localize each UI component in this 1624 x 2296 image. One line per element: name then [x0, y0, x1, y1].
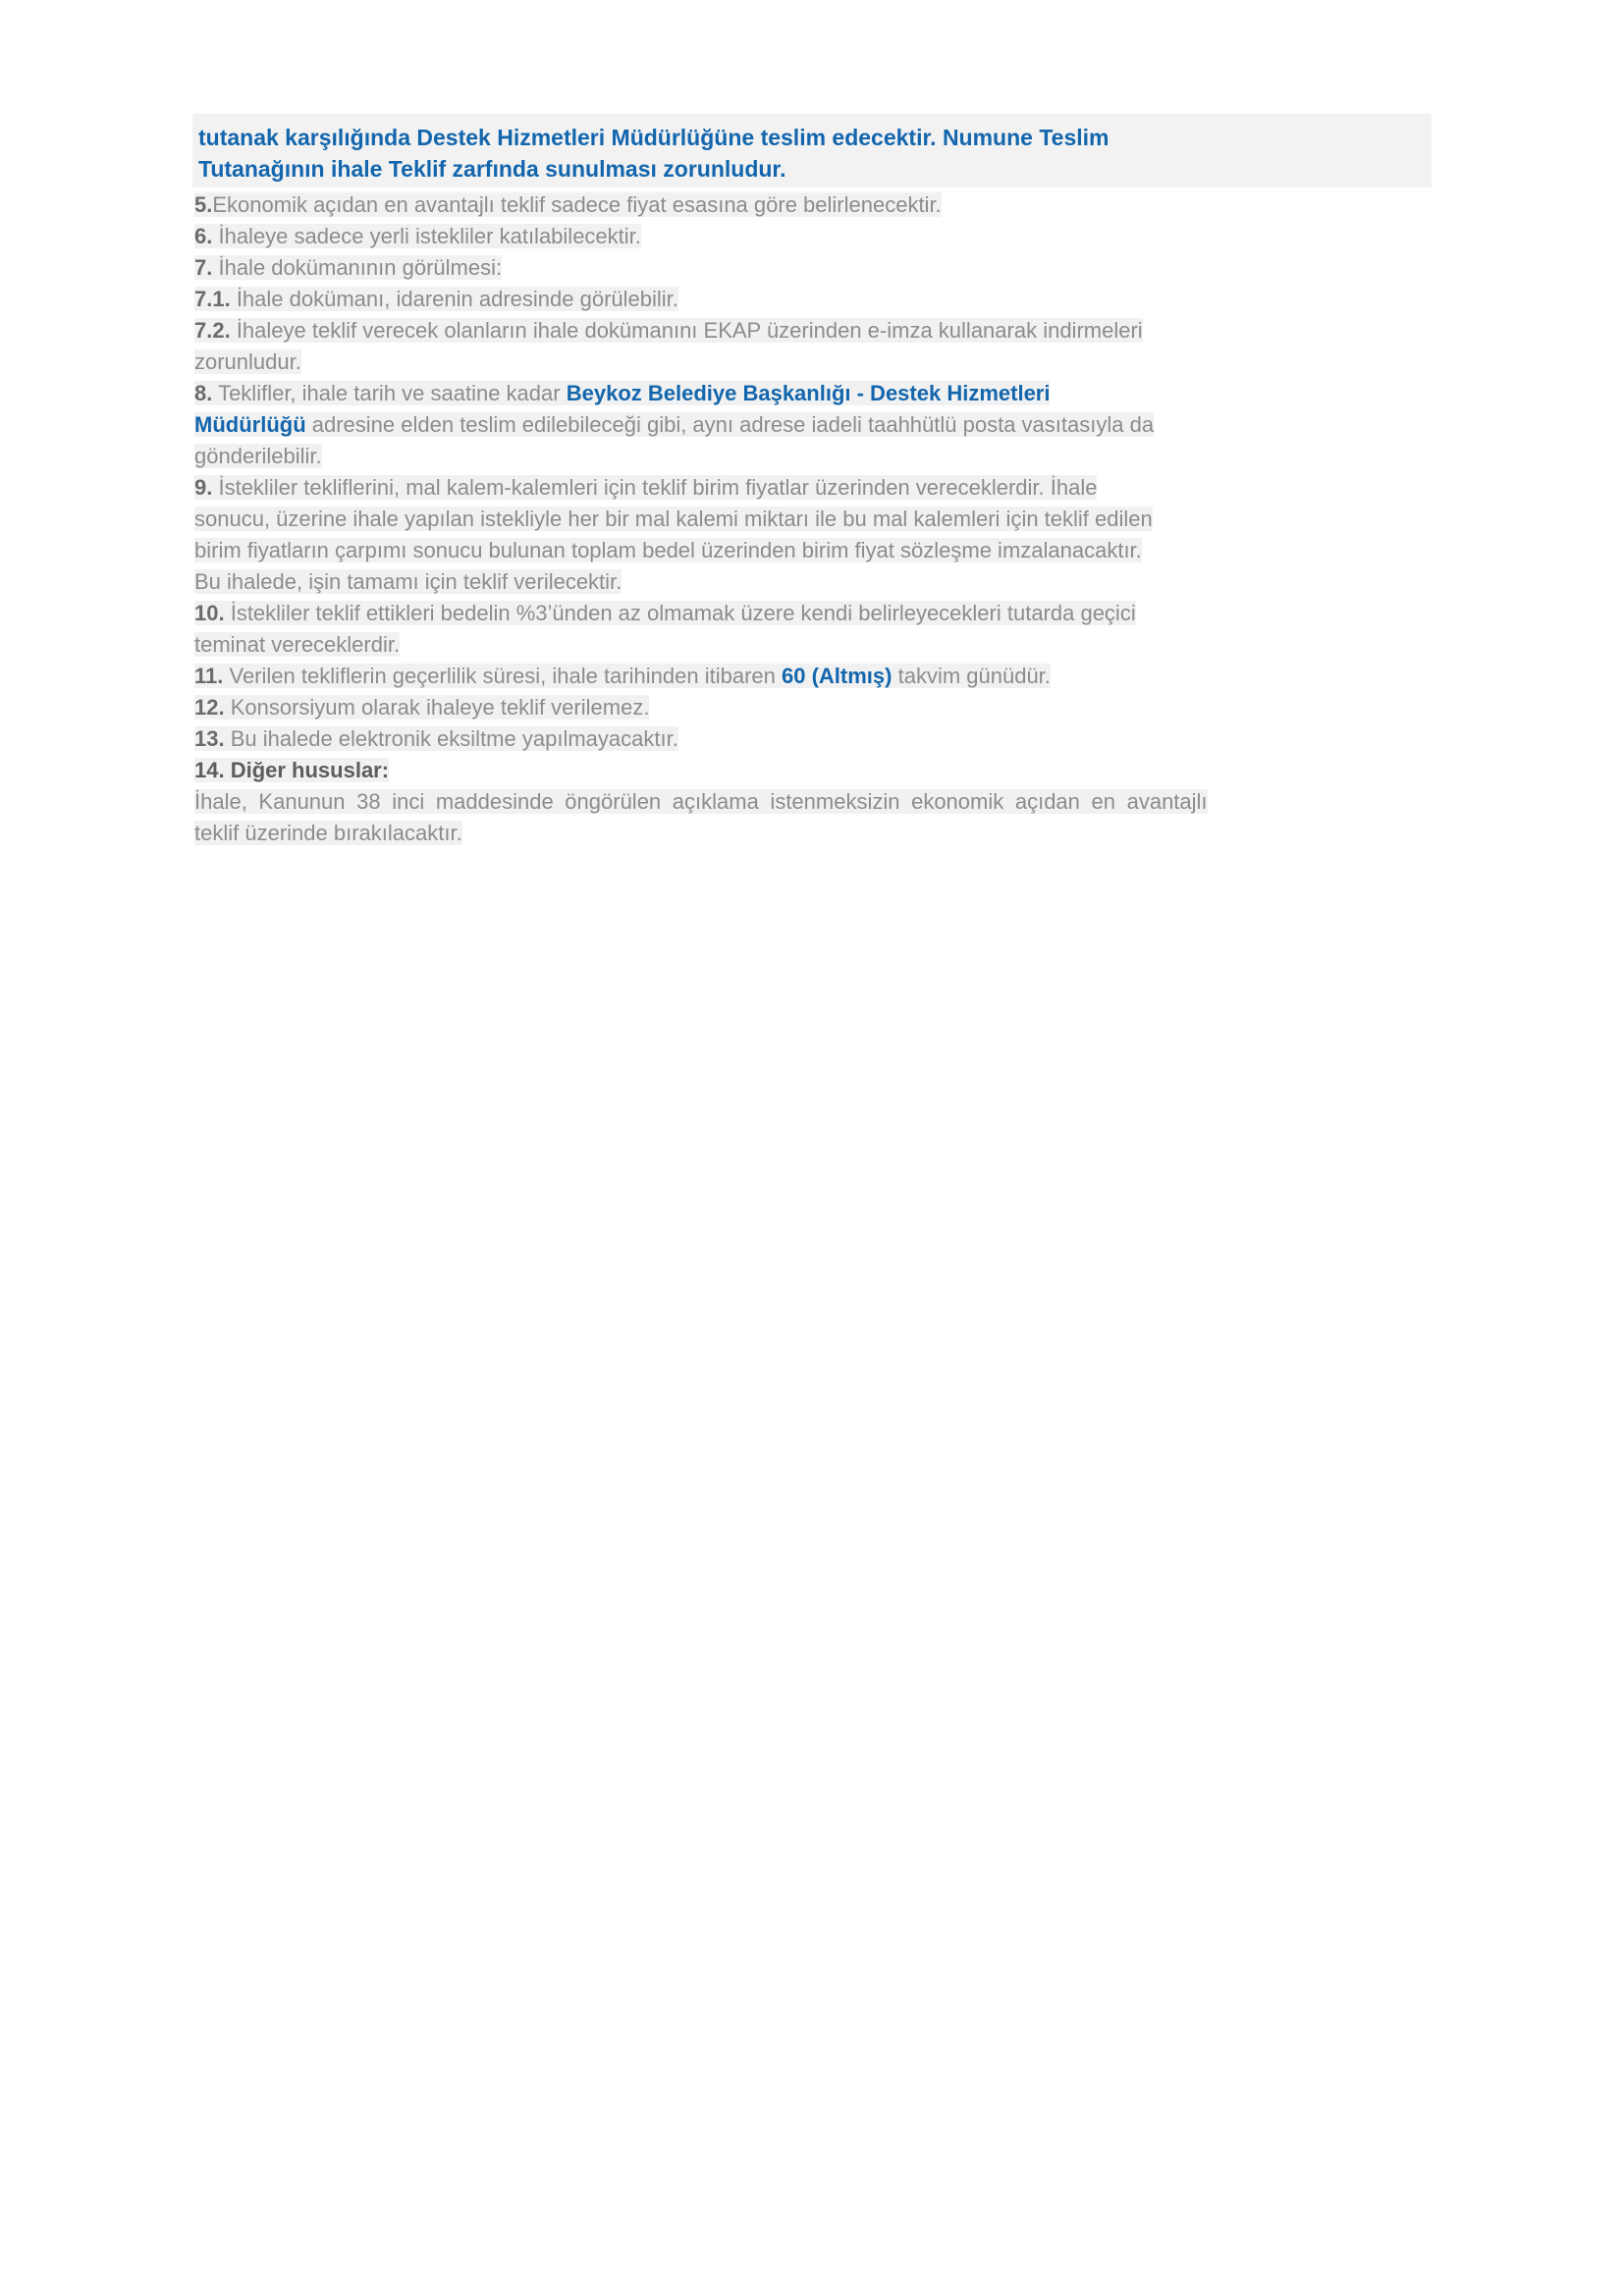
item-number: 6. [194, 224, 213, 248]
item-7-2-line-1 [194, 318, 1143, 343]
item-text: Ekonomik açıdan en avantajlı teklif sadece fiyat esasına göre belirlenecektir. [212, 192, 942, 217]
item-text: İstekliler tekliflerini, mal kalem-kalemleri için teklif birim fiyatlar üzerinden vereceklerdir. İhale [212, 475, 1098, 500]
item-text: Verilen tekliflerin geçerlilik süresi, ihale tarihinden itibaren [223, 664, 782, 688]
item-text: Teklifler, ihale tarih ve saatine kadar [212, 381, 567, 405]
item-text: Bu ihalede elektronik eksiltme yapılmayacaktır. [224, 726, 678, 751]
item-10-line-1 [194, 601, 1136, 625]
item-10-line-2: teminat vereceklerdir. [194, 632, 401, 657]
item-11-line [194, 664, 1051, 688]
item-number: 5. [194, 192, 213, 217]
item-7-line [194, 255, 502, 280]
item-14-body [194, 786, 1405, 849]
item-9-line-1 [194, 475, 1097, 500]
notice-title-line-1: tutanak karşılığında Destek Hizmetleri Müdürlüğüne teslim edecektir. Numune Teslim [198, 125, 1110, 150]
item-text: İhaleye sadece yerli istekliler katılabilecektir. [212, 224, 641, 248]
item-14-heading-text: 14. Diğer hususlar: [194, 758, 390, 782]
notice-body [194, 189, 1405, 849]
item-7-2-line-2: zorunludur. [194, 349, 301, 374]
org-name-bold: Müdürlüğü [194, 412, 306, 437]
item-5-line [194, 192, 942, 217]
item-text: İhale dokümanının görülmesi: [212, 255, 503, 280]
item-9-line-2: sonucu, üzerine ihale yapılan istekliyle her bir mal kalemi miktarı ile bu mal kalemleri için teklif edilen [194, 507, 1153, 531]
item-6-line [194, 224, 641, 248]
item-text: Konsorsiyum olarak ihaleye teklif verilemez. [224, 695, 650, 720]
notice-content [192, 114, 1432, 849]
item-7-1-line [194, 287, 678, 311]
item-number: 10. [194, 601, 225, 625]
item-text: İhale dokümanı, idarenin adresinde görülebilir. [230, 287, 678, 311]
item-14-line-2: teklif üzerinde bırakılacaktır. [194, 821, 462, 845]
notice-title-line-2: Tutanağının ihale Teklif zarfında sunulması zorunludur. [198, 156, 786, 182]
item-7-2 [194, 315, 1405, 378]
item-number: 12. [194, 695, 225, 720]
item-9-line-3: birim fiyatların çarpımı sonucu bulunan toplam bedel üzerinden birim fiyat sözleşme imzalanacaktır. [194, 538, 1142, 562]
item-12 [194, 692, 1405, 723]
item-13 [194, 723, 1405, 755]
item-9-line-4: Bu ihalede, işin tamamı için teklif verilecektir. [194, 569, 623, 594]
highlighted-notice-paragraph [192, 114, 1432, 187]
item-10 [194, 598, 1405, 661]
item-8-line-1 [194, 381, 1050, 405]
item-number: 7. [194, 255, 213, 280]
item-text: İhaleye teklif verecek olanların ihale dokümanını EKAP üzerinden e-imza kullanarak indirmeleri [230, 318, 1143, 343]
item-number: 9. [194, 475, 213, 500]
item-8-line-3: gönderilebilir. [194, 444, 322, 468]
item-number: 8. [194, 381, 213, 405]
item-text: takvim günüdür. [892, 664, 1051, 688]
item-text: İstekliler teklif ettikleri bedelin %3’ünden az olmamak üzere kendi belirleyecekleri tutarda geçici [224, 601, 1136, 625]
item-8 [194, 378, 1405, 472]
org-name-bold: Beykoz Belediye Başkanlığı - Destek Hizmetleri [566, 381, 1051, 405]
item-text: adresine elden teslim edilebileceği gibi, aynı adrese iadeli taahhütlü posta vasıtasıyla da [305, 412, 1155, 437]
item-6 [194, 221, 1405, 252]
item-7 [194, 252, 1405, 284]
item-number: 7.2. [194, 318, 231, 343]
item-11 [194, 661, 1405, 692]
item-number: 7.1. [194, 287, 231, 311]
item-number: 11. [194, 664, 224, 688]
item-12-line [194, 695, 649, 720]
item-8-line-2 [194, 412, 1154, 437]
item-14-line-1: İhale, Kanunun 38 inci maddesinde öngörülen açıklama istenmeksizin ekonomik açıdan en avantajlı [194, 789, 1208, 814]
item-5 [194, 189, 1405, 221]
item-number: 13. [194, 726, 225, 751]
item-7-1 [194, 284, 1405, 315]
item-13-line [194, 726, 678, 751]
item-9 [194, 472, 1405, 598]
item-14-heading [194, 755, 1405, 786]
validity-days-bold: 60 (Altmış) [782, 664, 893, 688]
